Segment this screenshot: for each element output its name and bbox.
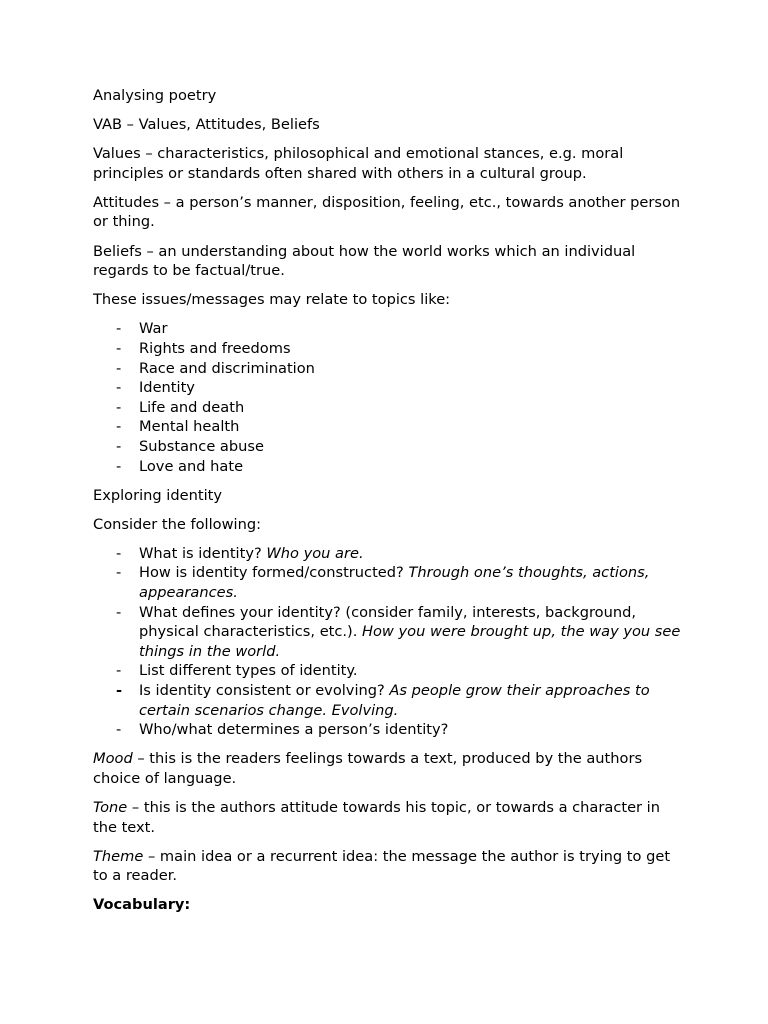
- topic-text: War: [139, 320, 168, 338]
- theme-definition: [93, 847, 683, 886]
- question-text: Is identity consistent or evolving?: [139, 681, 390, 699]
- question-text: How is identity formed/constructed?: [139, 564, 409, 582]
- answer-text: Through one’s thoughts, actions, appearances.: [139, 564, 650, 601]
- values-definition: Values – characteristics, philosophical and emotional stances, e.g. moral principles or standards often shared with others in a cultural group.: [93, 145, 624, 182]
- theme-text: – main idea or a recurrent idea: the message the author is trying to get to a reader.: [93, 847, 671, 885]
- list-item: [93, 319, 683, 339]
- dash-bullet: -: [116, 544, 122, 562]
- topic-text: Rights and freedoms: [139, 339, 291, 357]
- question-text: What defines your identity? (consider family, interests, background, physical characteristics, etc.).: [139, 603, 636, 641]
- vocabulary-label: Vocabulary:: [93, 896, 191, 914]
- beliefs-definition: Beliefs – an understanding about how the world works which an individual regards to be factual/true.: [93, 242, 636, 280]
- list-item: [93, 359, 683, 379]
- list-item: [93, 417, 683, 437]
- answer-text: How you were brought up, the way you see things in the world.: [139, 623, 681, 660]
- list-item: [93, 544, 683, 564]
- document-page: [93, 86, 683, 924]
- list-item: [93, 398, 683, 418]
- list-item: [93, 603, 683, 662]
- list-item: [93, 681, 683, 720]
- document-title: Analysing poetry: [93, 87, 217, 104]
- questions-list: [93, 544, 683, 740]
- dash-bullet: -: [116, 359, 122, 377]
- dash-bullet: -: [116, 398, 122, 416]
- dash-bullet: -: [116, 603, 122, 621]
- vocabulary-heading: [93, 895, 683, 915]
- topic-text: Love and hate: [139, 457, 244, 475]
- question-text: Who/what determines a person’s identity?: [139, 721, 449, 739]
- answer-text: Who you are.: [266, 544, 364, 562]
- list-item: [93, 563, 683, 602]
- dash-bullet: -: [116, 564, 122, 582]
- dash-bullet: -: [116, 437, 122, 455]
- dash-bullet: -: [116, 681, 123, 699]
- dash-bullet: -: [116, 418, 122, 436]
- question-text: List different types of identity.: [139, 662, 358, 680]
- list-item: [93, 339, 683, 359]
- list-item: [93, 457, 683, 477]
- list-item: [93, 378, 683, 398]
- dash-bullet: -: [116, 320, 122, 338]
- topics-intro: These issues/messages may relate to topics like:: [93, 291, 451, 309]
- tone-text: – this is the authors attitude towards his topic, or towards a character in the text.: [93, 798, 660, 836]
- dash-bullet: -: [116, 662, 122, 680]
- dash-bullet: -: [116, 339, 122, 357]
- mood-term: Mood: [93, 750, 133, 768]
- dash-bullet: -: [116, 721, 122, 739]
- question-text: What is identity?: [139, 544, 267, 562]
- topic-text: Mental health: [139, 418, 240, 436]
- list-item: [93, 661, 683, 681]
- mood-text: – this is the readers feelings towards a text, produced by the authors choice of language.: [93, 750, 643, 787]
- topic-text: Identity: [139, 379, 195, 397]
- consider-intro: Consider the following:: [93, 515, 262, 533]
- topic-text: Life and death: [139, 398, 245, 416]
- theme-term: Theme: [93, 847, 144, 865]
- tone-definition: [93, 798, 683, 837]
- list-item: [93, 437, 683, 457]
- identity-heading: Exploring identity: [93, 486, 222, 504]
- answer-text: As people grow their approaches to certain scenarios change. Evolving.: [139, 681, 650, 719]
- list-item: [93, 720, 683, 740]
- topic-text: Substance abuse: [139, 437, 264, 455]
- topic-text: Race and discrimination: [139, 359, 315, 377]
- dash-bullet: -: [116, 379, 122, 397]
- dash-bullet: -: [116, 457, 122, 475]
- mood-definition: [93, 749, 683, 788]
- vab-heading: VAB – Values, Attitudes, Beliefs: [93, 116, 320, 134]
- tone-term: Tone: [93, 798, 128, 816]
- topics-list: [93, 319, 683, 476]
- attitudes-definition: Attitudes – a person’s manner, disposition, feeling, etc., towards another person or thing.: [93, 193, 681, 231]
